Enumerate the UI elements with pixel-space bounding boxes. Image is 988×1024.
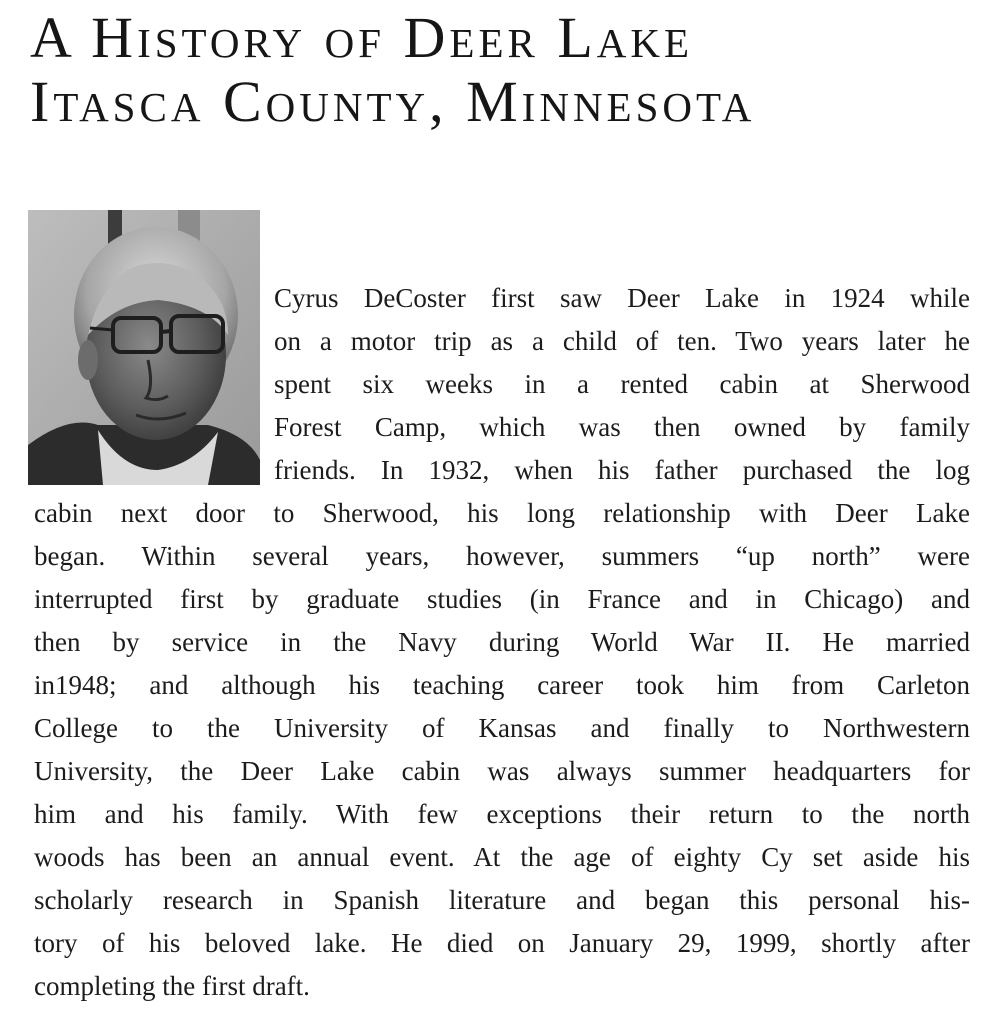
body-line: College to the University of Kansas and finally to Northwestern	[34, 713, 970, 743]
body-line: Forest Camp, which was then owned by family	[274, 412, 970, 442]
body-line: him and his family. With few exceptions their return to the north	[34, 799, 970, 829]
title-line-2: Itasca County, Minnesota	[30, 69, 756, 134]
title-line-1: A History of Deer Lake	[30, 5, 694, 70]
body-line: began. Within several years, however, summers “up north” were	[34, 541, 970, 571]
body-line: woods has been an annual event. At the age of eighty Cy set aside his	[34, 842, 970, 872]
body-line: University, the Deer Lake cabin was always summer headquarters for	[34, 756, 970, 786]
body-line: friends. In 1932, when his father purchased the log	[274, 455, 970, 485]
body-line: spent six weeks in a rented cabin at Sherwood	[274, 369, 970, 399]
body-line: in1948; and although his teaching career took him from Carleton	[34, 670, 970, 700]
body-line: on a motor trip as a child of ten. Two years later he	[274, 326, 970, 356]
body-line: tory of his beloved lake. He died on January 29, 1999, shortly after	[34, 928, 970, 958]
body-line: completing the first draft.	[34, 971, 310, 1001]
biography-paragraph	[34, 277, 970, 1008]
body-line: scholarly research in Spanish literature and began this personal his-	[34, 885, 970, 915]
page-title	[30, 6, 755, 134]
body-line: then by service in the Navy during World War II. He married	[34, 627, 970, 657]
body-line: cabin next door to Sherwood, his long relationship with Deer Lake	[34, 498, 970, 528]
body-line: Cyrus DeCoster first saw Deer Lake in 1924 while	[274, 283, 970, 313]
body-line: interrupted first by graduate studies (in France and in Chicago) and	[34, 584, 970, 614]
